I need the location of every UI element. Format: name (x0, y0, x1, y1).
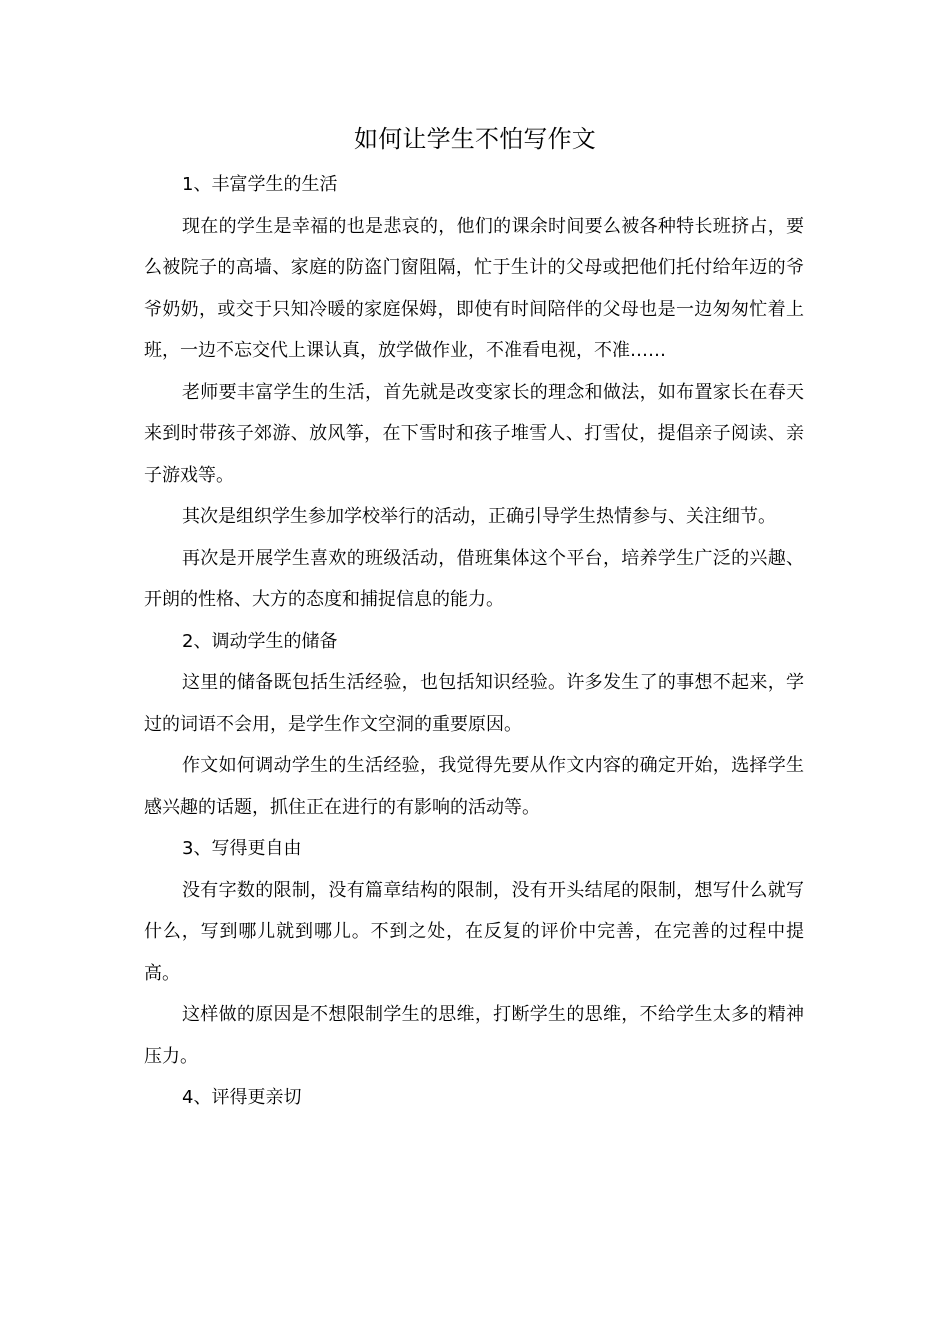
paragraph-4: 再次是开展学生喜欢的班级活动，借班集体这个平台，培养学生广泛的兴趣、开朗的性格、大方的态度和捕捉信息的能力。 (144, 547, 804, 610)
paragraph-7: 没有字数的限制，没有篇章结构的限制，没有开头结尾的限制，想写什么就写什么，写到哪儿就到哪儿。不到之处，在反复的评价中完善，在完善的过程中提高。 (144, 879, 804, 984)
paragraph-1: 现在的学生是幸福的也是悲哀的，他们的课余时间要么被各种特长班挤占，要么被院子的高墙、家庭的防盗门窗阻隔，忙于生计的父母或把他们托付给年迈的爷爷奶奶，或交于只知冷暖的家庭保姆，即使有时间陪伴的父母也是一边匆匆忙着上班，一边不忘交代上课认真，放学做作业，不准看电视，不准…… (144, 215, 804, 361)
paragraph-8: 这样做的原因是不想限制学生的思维，打断学生的思维，不给学生太多的精神压力。 (144, 1004, 804, 1067)
section-heading-1: 1、丰富学生的生活 (182, 174, 338, 195)
document-body (144, 164, 804, 1119)
paragraph-5: 这里的储备既包括生活经验，也包括知识经验。许多发生了的事想不起来，学过的词语不会用，是学生作文空洞的重要原因。 (144, 672, 804, 735)
section-heading-4: 4、评得更亲切 (182, 1087, 302, 1108)
paragraph-3: 其次是组织学生参加学校举行的活动，正确引导学生热情参与、关注细节。 (182, 506, 776, 527)
paragraph-6: 作文如何调动学生的生活经验，我觉得先要从作文内容的确定开始，选择学生感兴趣的话题，抓住正在进行的有影响的活动等。 (144, 755, 804, 818)
document-title: 如何让学生不怕写作文 (354, 125, 596, 153)
section-heading-2: 2、调动学生的储备 (182, 630, 338, 652)
paragraph-2: 老师要丰富学生的生活，首先就是改变家长的理念和做法，如布置家长在春天来到时带孩子郊游、放风筝，在下雪时和孩子堆雪人、打雪仗，提倡亲子阅读、亲子游戏等。 (144, 381, 804, 486)
section-heading-3: 3、写得更自由 (182, 838, 302, 859)
